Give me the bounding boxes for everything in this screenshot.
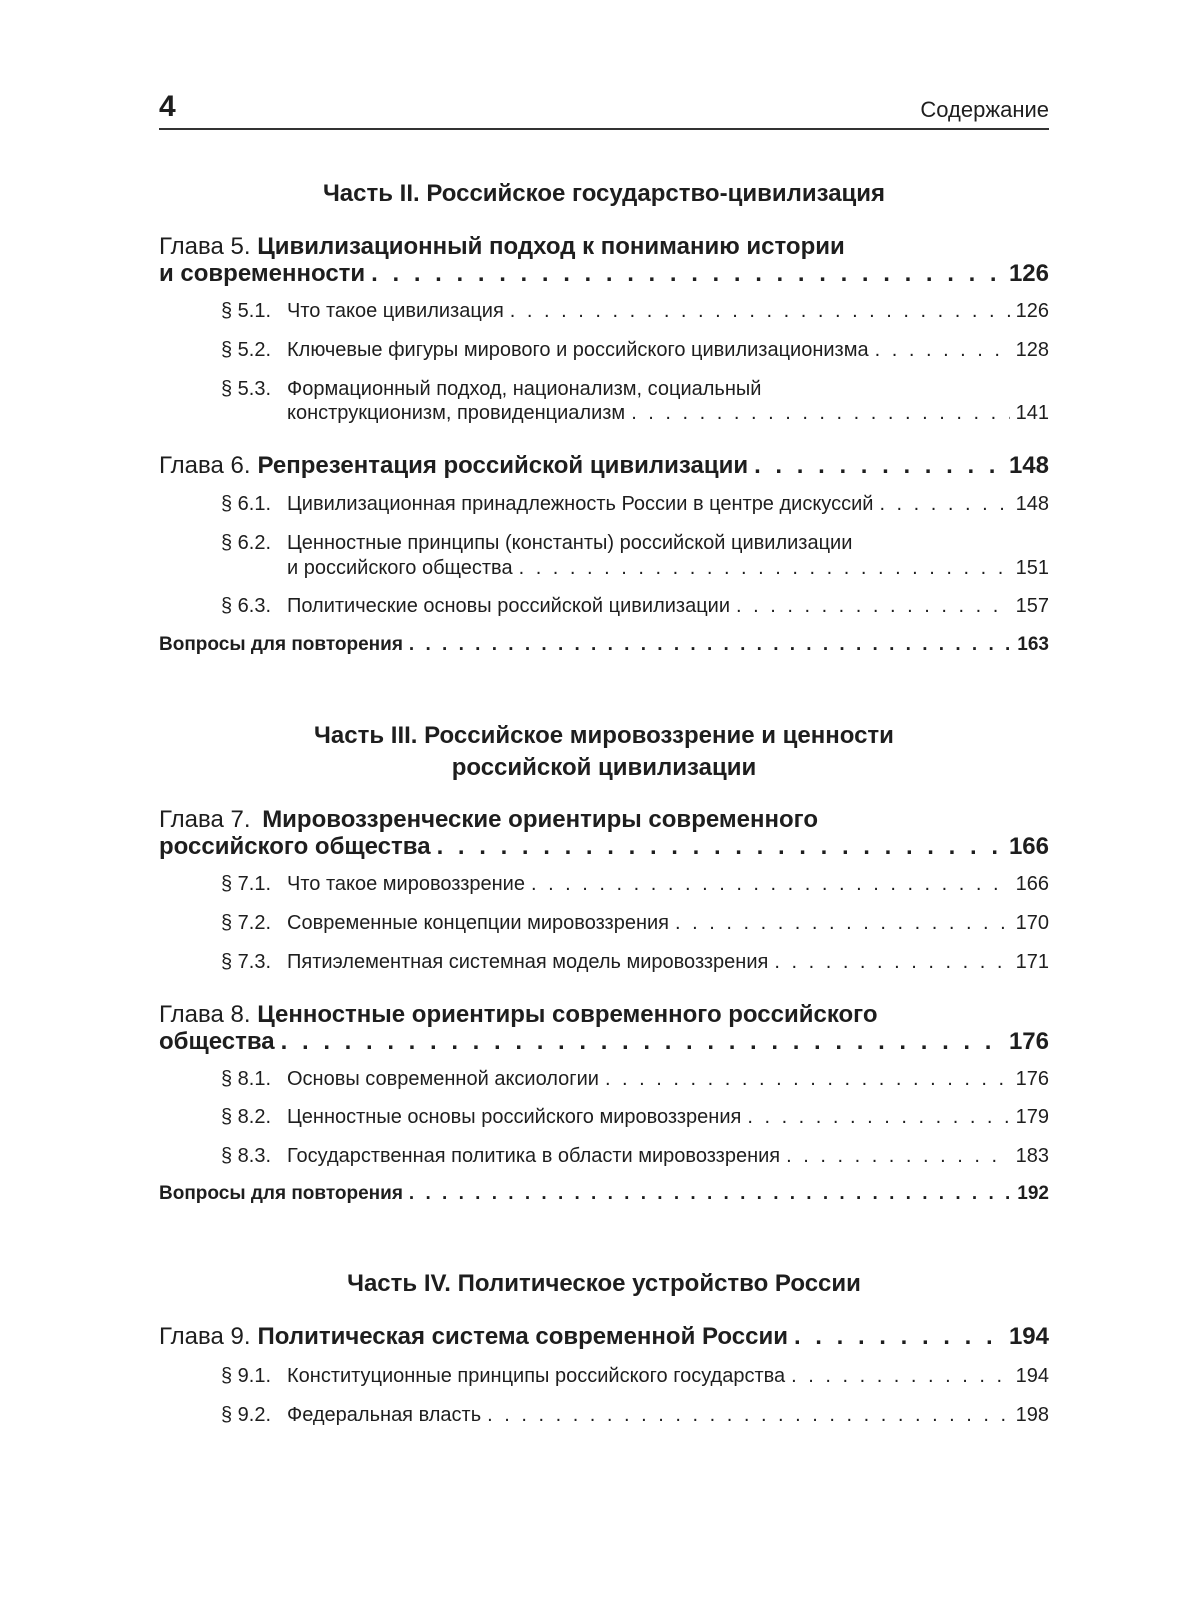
section-title: Политические основы российской цивилизации bbox=[287, 595, 730, 617]
toc-review-row[interactable] bbox=[159, 634, 1049, 656]
page-ref: 151 bbox=[1015, 557, 1049, 579]
section-number: § 8.2. bbox=[221, 1106, 272, 1128]
review-title: Вопросы для повторения bbox=[159, 1183, 403, 1204]
page-ref: 170 bbox=[1015, 912, 1049, 934]
toc-section-row[interactable] bbox=[221, 339, 1049, 362]
section-title: Конституционные принципы российского государства bbox=[287, 1365, 786, 1387]
section-title: Ценностные принципы (константы) российской цивилизации bbox=[287, 532, 853, 554]
section-title: и российского общества bbox=[287, 557, 513, 579]
part-title: Часть IV. Политическое устройство России bbox=[347, 1270, 861, 1297]
dot-leader bbox=[754, 452, 1003, 480]
page-ref: 141 bbox=[1015, 402, 1049, 424]
dot-leader bbox=[794, 1323, 1003, 1351]
dot-leader bbox=[437, 833, 1003, 861]
section-number: § 5.1. bbox=[221, 300, 272, 322]
toc-chapter-row[interactable] bbox=[159, 452, 1049, 480]
section-number: § 6.1. bbox=[221, 493, 272, 515]
chapter-title: Ценностные ориентиры современного российского bbox=[257, 1001, 878, 1028]
dot-leader bbox=[736, 595, 1010, 618]
section-title: Ключевые фигуры мирового и российского цивилизационизма bbox=[287, 339, 869, 361]
toc-section-row[interactable] bbox=[221, 1145, 1049, 1168]
dot-leader bbox=[531, 873, 1010, 896]
section-title: Современные концепции мировоззрения bbox=[287, 912, 670, 934]
toc-section-heading[interactable] bbox=[221, 378, 761, 401]
toc-section-row[interactable] bbox=[221, 300, 1049, 323]
page-ref: 126 bbox=[1015, 300, 1049, 322]
section-title: Федеральная власть bbox=[287, 1404, 482, 1426]
chapter-heading[interactable] bbox=[159, 233, 845, 261]
part-title: Часть II. Российское государство-цивилизация bbox=[322, 180, 886, 207]
chapter-title: Репрезентация российской цивилизации bbox=[257, 452, 749, 479]
chapter-title: Мировоззренческие ориентиры современного bbox=[262, 806, 818, 833]
page-ref: 171 bbox=[1015, 951, 1049, 973]
section-title: Ценностные основы российского мировоззрения bbox=[287, 1106, 742, 1128]
dot-leader bbox=[487, 1404, 1010, 1427]
running-title: Содержание bbox=[920, 97, 1049, 122]
page-ref: 126 bbox=[1008, 260, 1049, 287]
dot-leader bbox=[631, 402, 1009, 425]
section-number: § 6.3. bbox=[221, 595, 272, 617]
section-number: § 9.1. bbox=[221, 1365, 272, 1387]
dot-leader bbox=[675, 912, 1010, 935]
dot-leader bbox=[774, 951, 1009, 974]
section-number: § 7.1. bbox=[221, 873, 272, 895]
toc-section-row[interactable] bbox=[221, 1106, 1049, 1129]
chapter-label: Глава 5. bbox=[159, 233, 251, 260]
page-ref: 166 bbox=[1015, 873, 1049, 895]
chapter-label: Глава 9. bbox=[159, 1323, 251, 1350]
section-title: Основы современной аксиологии bbox=[287, 1068, 599, 1090]
dot-leader bbox=[786, 1145, 1010, 1168]
toc-chapter-row[interactable] bbox=[159, 833, 1049, 861]
section-title: Что такое мировоззрение bbox=[287, 873, 525, 895]
toc-section-row[interactable] bbox=[221, 912, 1049, 935]
section-number: § 8.3. bbox=[221, 1145, 272, 1167]
toc-section-row[interactable] bbox=[221, 493, 1049, 516]
review-title: Вопросы для повторения bbox=[159, 634, 403, 655]
section-title: Пятиэлементная системная модель мировоззрения bbox=[287, 951, 769, 973]
chapter-title: и современности bbox=[159, 260, 366, 287]
toc-chapter-row[interactable] bbox=[159, 260, 1049, 288]
section-number: § 9.2. bbox=[221, 1404, 272, 1426]
chapter-label: Глава 8. bbox=[159, 1001, 251, 1028]
toc-section-row[interactable] bbox=[221, 1365, 1049, 1388]
dot-leader bbox=[510, 300, 1010, 323]
section-title: конструкционизм, провиденциализм bbox=[287, 402, 626, 424]
page-ref: 176 bbox=[1015, 1068, 1049, 1090]
dot-leader bbox=[371, 260, 1003, 288]
chapter-title: Политическая система современной России bbox=[257, 1323, 788, 1350]
page-ref: 157 bbox=[1015, 595, 1049, 617]
page-ref: 194 bbox=[1008, 1323, 1049, 1350]
dot-leader bbox=[747, 1106, 1009, 1129]
toc-chapter-row[interactable] bbox=[159, 1323, 1049, 1351]
toc-section-row[interactable] bbox=[221, 1068, 1049, 1091]
toc-section-row[interactable] bbox=[221, 1404, 1049, 1427]
page-ref: 166 bbox=[1008, 833, 1049, 860]
page-ref: 198 bbox=[1015, 1404, 1049, 1426]
toc-section-row[interactable] bbox=[221, 595, 1049, 618]
page-number: 4 bbox=[159, 90, 176, 123]
chapter-heading[interactable] bbox=[159, 806, 818, 834]
section-title: Государственная политика в области мировоззрения bbox=[287, 1145, 781, 1167]
page bbox=[159, 0, 1049, 1600]
toc-section-row[interactable] bbox=[221, 402, 1049, 425]
part-title: Часть III. Российское мировоззрение и ценности bbox=[314, 722, 894, 749]
chapter-title: российского общества bbox=[159, 833, 431, 860]
page-ref: 148 bbox=[1008, 452, 1049, 479]
page-ref: 148 bbox=[1015, 493, 1049, 515]
toc-section-row[interactable] bbox=[221, 557, 1049, 580]
page-ref: 128 bbox=[1015, 339, 1049, 361]
dot-leader bbox=[875, 339, 1010, 362]
chapter-title: общества bbox=[159, 1028, 275, 1055]
toc-section-row[interactable] bbox=[221, 951, 1049, 974]
dot-leader bbox=[409, 634, 1011, 656]
section-number: § 7.2. bbox=[221, 912, 272, 934]
chapter-title: Цивилизационный подход к пониманию истории bbox=[257, 233, 845, 260]
section-number: § 8.1. bbox=[221, 1068, 272, 1090]
section-title: Что такое цивилизация bbox=[287, 300, 504, 322]
toc-chapter-row[interactable] bbox=[159, 1028, 1049, 1056]
dot-leader bbox=[791, 1365, 1010, 1388]
dot-leader bbox=[605, 1068, 1010, 1091]
part-title: российской цивилизации bbox=[451, 754, 757, 781]
chapter-label: Глава 6. bbox=[159, 452, 251, 479]
section-title: Цивилизационная принадлежность России в центре дискуссий bbox=[287, 493, 874, 515]
dot-leader bbox=[519, 557, 1010, 580]
running-head bbox=[159, 88, 1049, 130]
chapter-label: Глава 7. bbox=[159, 806, 251, 833]
page-ref: 176 bbox=[1008, 1028, 1049, 1055]
section-title: Формационный подход, национализм, социальный bbox=[287, 378, 762, 400]
dot-leader bbox=[879, 493, 1009, 516]
toc-section-row[interactable] bbox=[221, 873, 1049, 896]
page-ref: 194 bbox=[1015, 1365, 1049, 1387]
section-number: § 7.3. bbox=[221, 951, 272, 973]
page-ref: 163 bbox=[1017, 634, 1049, 655]
page-ref: 179 bbox=[1015, 1106, 1049, 1128]
page-ref: 183 bbox=[1015, 1145, 1049, 1167]
toc-review-row[interactable] bbox=[159, 1183, 1049, 1205]
dot-leader bbox=[281, 1028, 1003, 1056]
toc-section-heading[interactable] bbox=[221, 532, 852, 555]
section-number: § 5.3. bbox=[221, 378, 272, 400]
page-ref: 192 bbox=[1017, 1183, 1049, 1204]
dot-leader bbox=[409, 1183, 1011, 1205]
chapter-heading[interactable] bbox=[159, 1001, 878, 1029]
section-number: § 5.2. bbox=[221, 339, 272, 361]
section-number: § 6.2. bbox=[221, 532, 272, 554]
